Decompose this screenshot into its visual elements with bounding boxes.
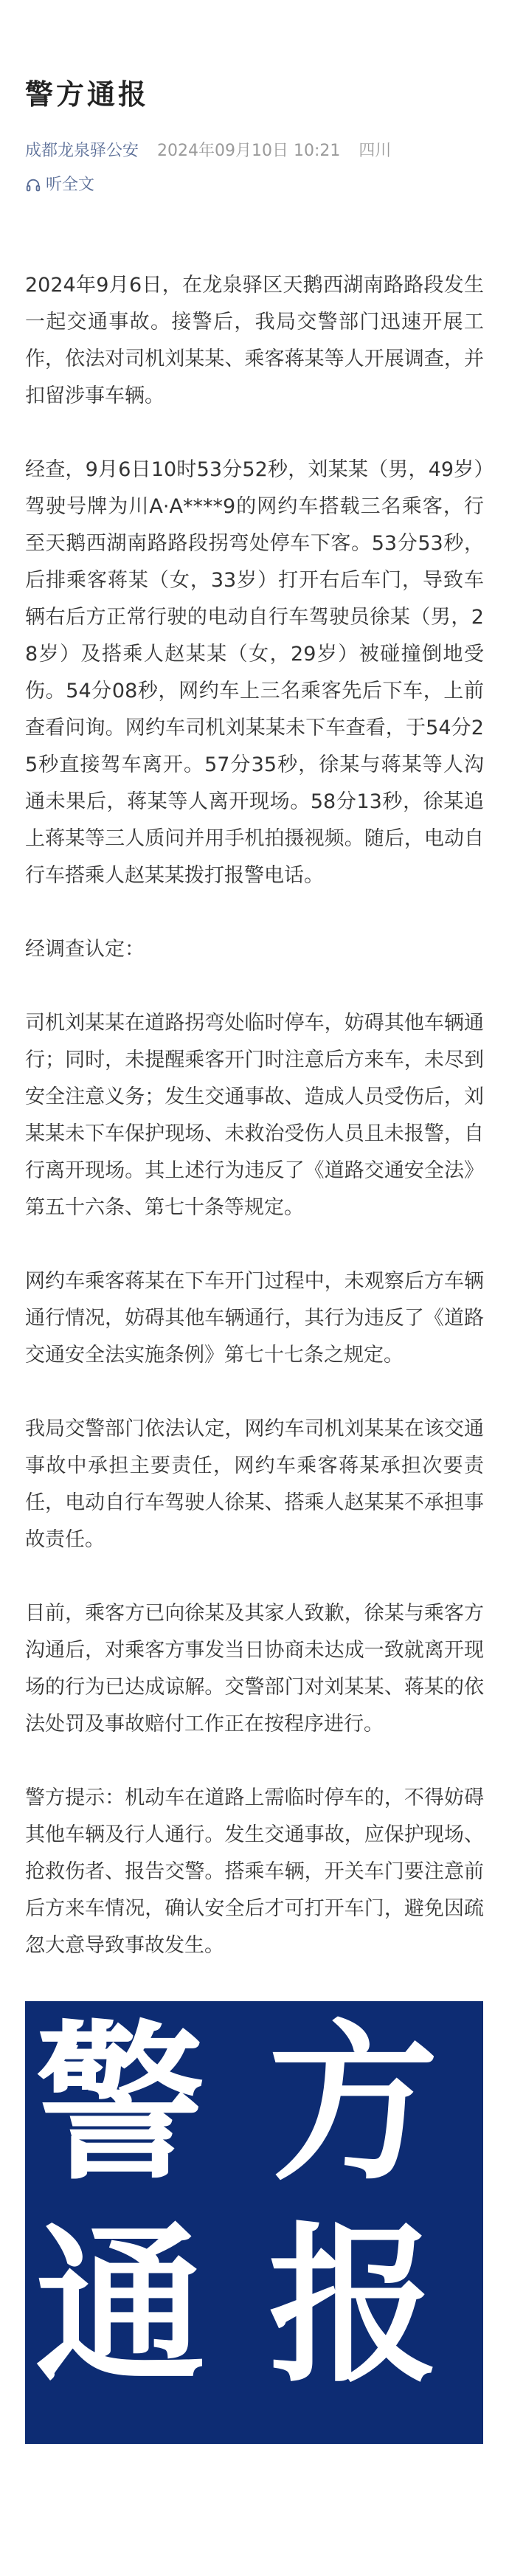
paragraph-8: 警方提示：机动车在道路上需临时停车的，不得妨碍其他车辆及行人通行。发生交通事故，应保护现场、抢救伤者、报告交警。搭乘车辆，开关车门要注意前后方来车情况，确认安全后才可打开车门，避免因疏忽大意导致事故发生。: [25, 1786, 484, 1957]
paragraph-1: 2024年9月6日，在龙泉驿区天鹅西湖南路路段发生一起交通事故。接警后，我局交警部门迅速开展工作，依法对司机刘某某、乘客蒋某等人开展调查，并扣留涉事车辆。: [25, 274, 484, 407]
listen-label: 听全文: [46, 176, 95, 194]
banner-char-1: 警: [35, 2006, 206, 2203]
banner-char-4: 报: [269, 2209, 439, 2406]
listen-button[interactable]: [25, 174, 484, 196]
headphones-icon: [25, 177, 41, 193]
publish-location: 四川: [359, 142, 392, 160]
account-name-link[interactable]: 成都龙泉驿公安: [25, 142, 139, 160]
paragraph-5: 网约车乘客蒋某在下车开门过程中，未观察后方车辆通行情况，妨碍其他车辆通行，其行为违反了《道路交通安全法实施条例》第七十七条之规定。: [25, 1270, 484, 1367]
article-body: [25, 267, 484, 1964]
banner-char-2: 方: [269, 2006, 439, 2203]
paragraph-7: 目前，乘客方已向徐某及其家人致歉，徐某与乘客方沟通后，对乘客方事发当日协商未达成一致就离开现场的行为已达成谅解。交警部门对刘某某、蒋某的依法处罚及事故赔付工作正在按程序进行。: [25, 1602, 484, 1736]
paragraph-2: 经查，9月6日10时53分52秒，刘某某（男，49岁）驾驶号牌为川A·A****9的网约车搭载三名乘客，行至天鹅西湖南路路段拐弯处停车下客。53分53秒，后排乘客蒋某（女，33岁）打开右后车门，导致车辆右后方正常行驶的电动自行车驾驶员徐某（男，28岁）及搭乘人赵某某（女，29岁）被碰撞倒地受伤。54分08秒，网约车上三名乘客先后下车，上前查看问询。网约车司机刘某某未下车查看，于54分25秒直接驾车离开。57分35秒，徐某与蒋某等人沟通未果后，蒋某等人离开现场。58分13秒，徐某追上蒋某等三人质问并用手机拍摄视频。随后，电动自行车搭乘人赵某某拨打报警电话。: [25, 458, 484, 887]
paragraph-6: 我局交警部门依法认定，网约车司机刘某某在该交通事故中承担主要责任，网约车乘客蒋某承担次要责任，电动自行车驾驶人徐某、搭乘人赵某某不承担事故责任。: [25, 1418, 484, 1551]
publish-date: 2024年09月10日 10:21: [157, 142, 341, 160]
paragraph-4: 司机刘某某在道路拐弯处临时停车，妨碍其他车辆通行；同时，未提醒乘客开门时注意后方来车，未尽到安全注意义务；发生交通事故、造成人员受伤后，刘某某未下车保护现场、未救治受伤人员且未报警，自行离开现场。其上述行为违反了《道路交通安全法》第五十六条、第七十条等规定。: [25, 1012, 484, 1219]
police-notice-banner-image: [25, 2001, 483, 2444]
article-title: 警方通报: [25, 78, 150, 111]
article-meta: [25, 140, 484, 162]
banner-char-3: 通: [35, 2209, 206, 2406]
paragraph-3: 经调查认定：: [25, 938, 145, 961]
